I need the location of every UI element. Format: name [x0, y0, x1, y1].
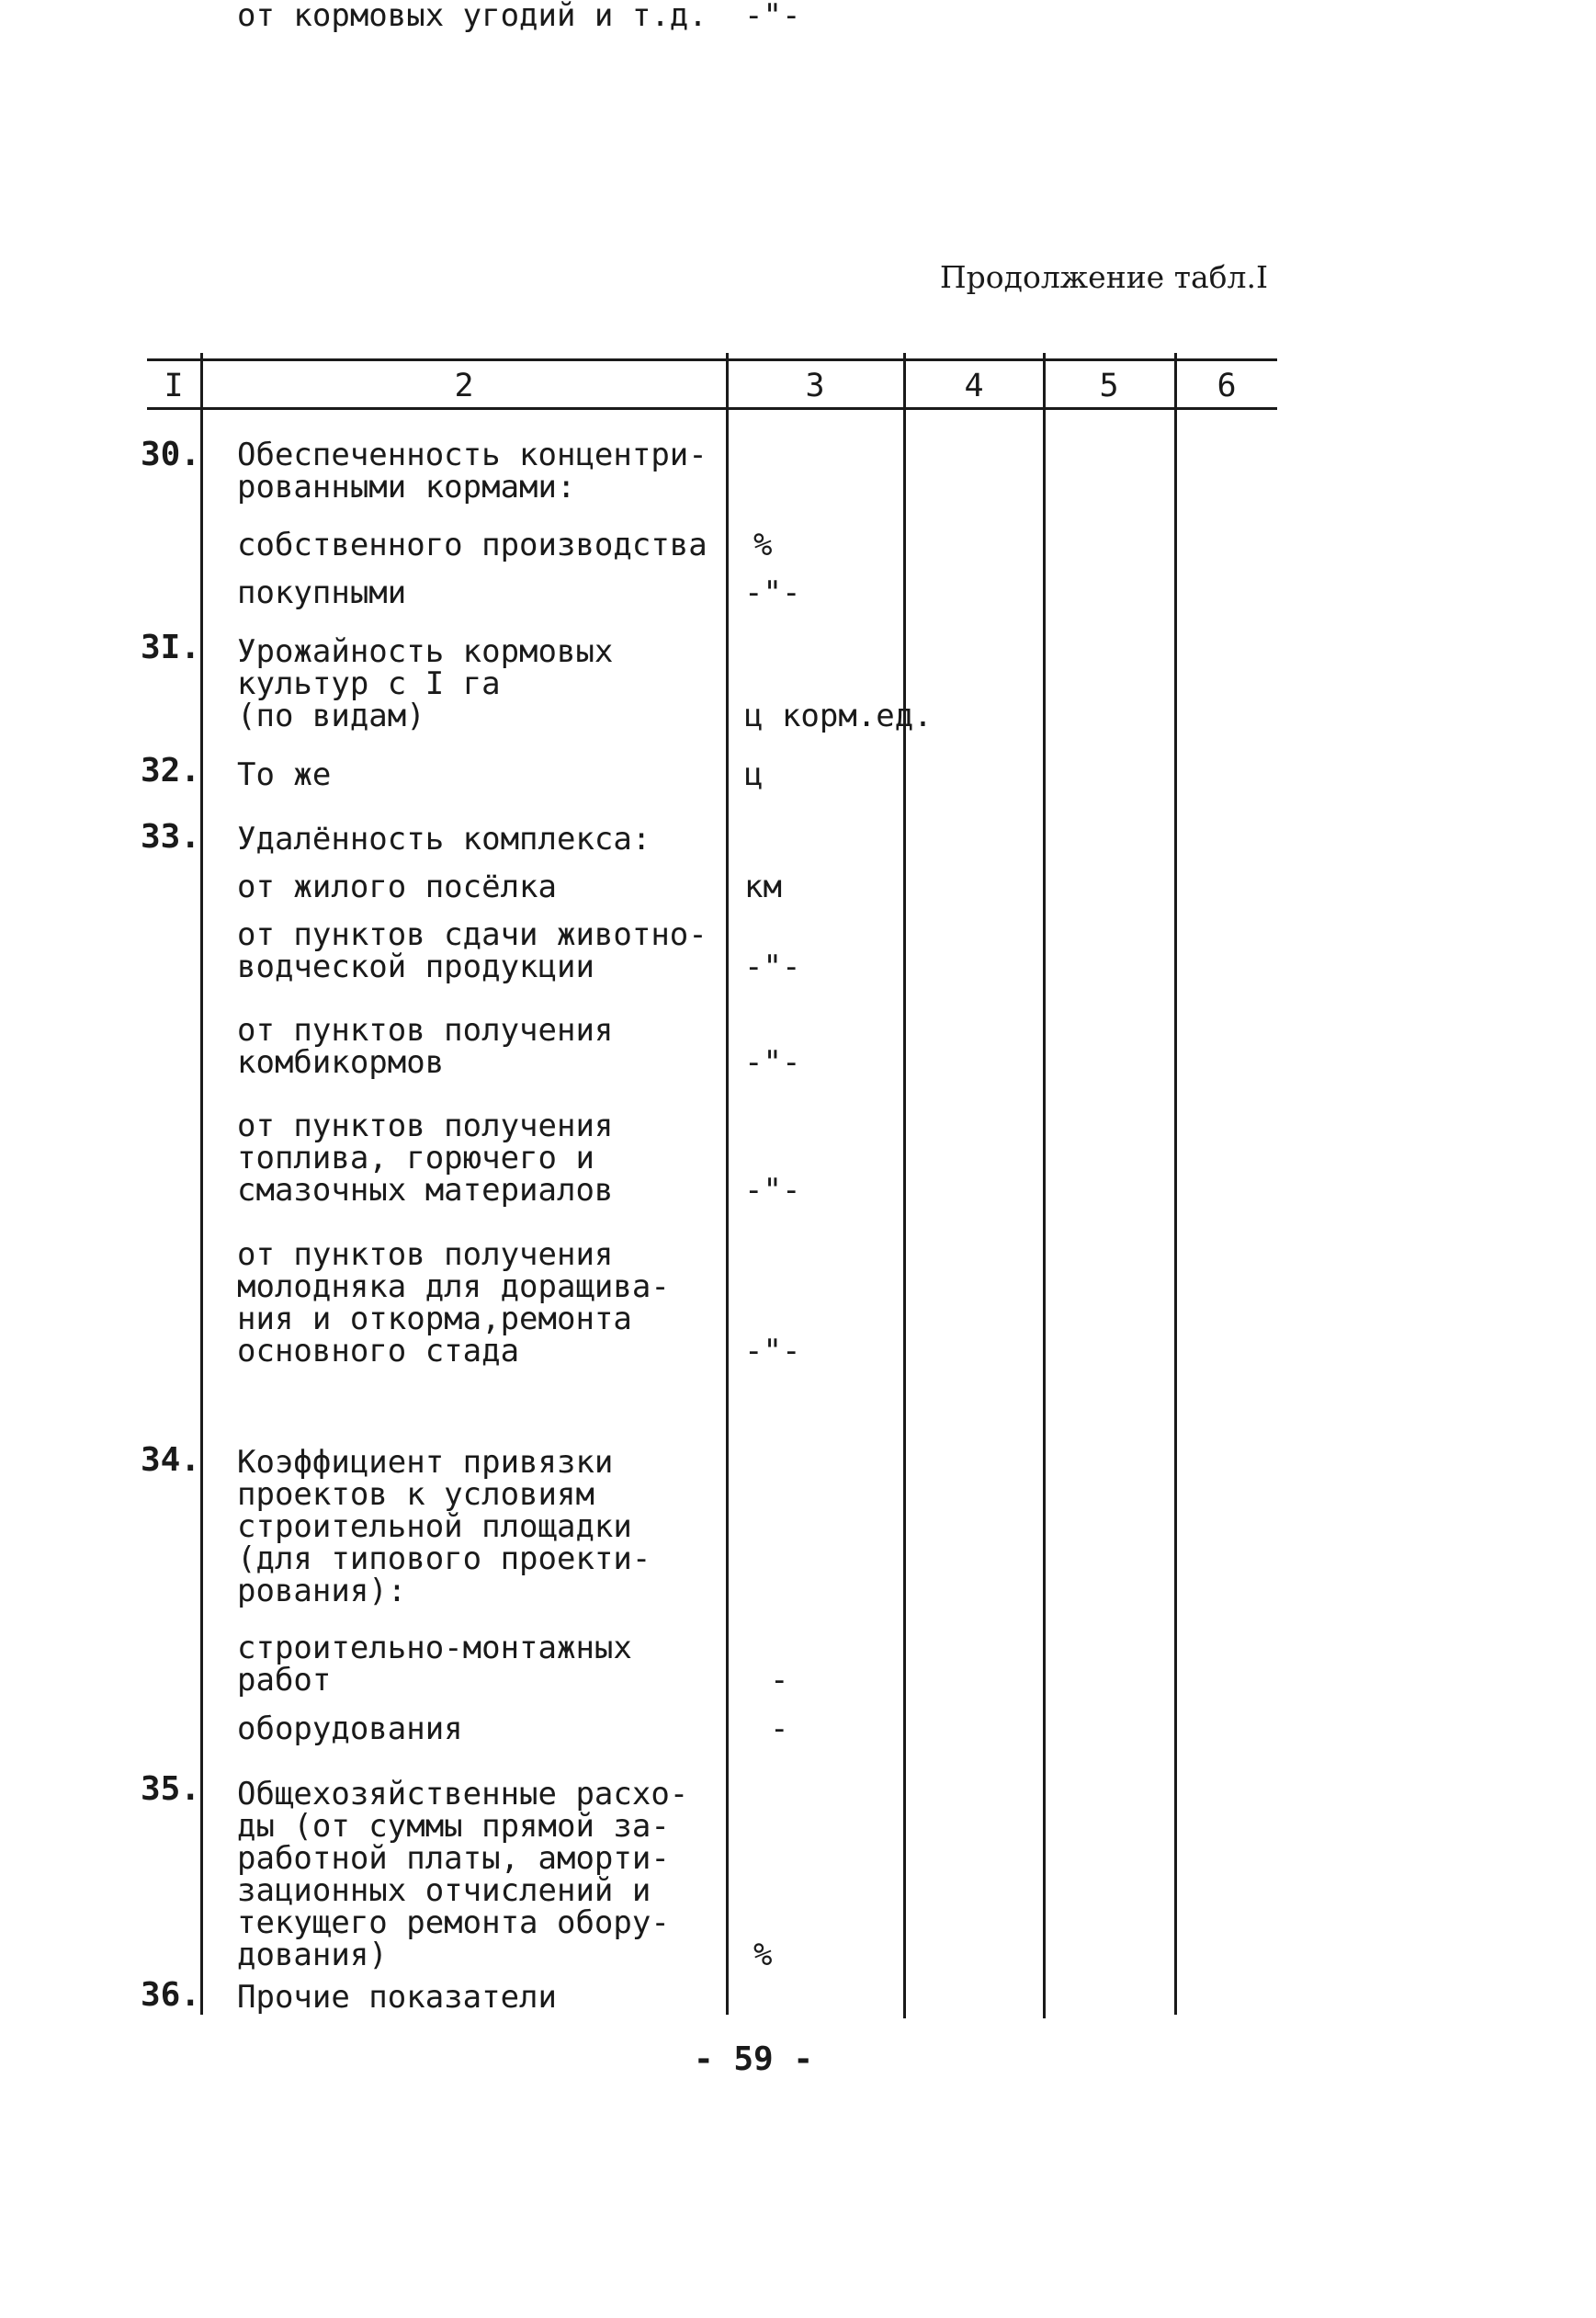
- indicator-text: от жилого посёлка: [237, 869, 557, 905]
- indicator-text: покупными: [237, 574, 407, 611]
- column-header-2: 2: [454, 368, 474, 404]
- column-header-4: 4: [964, 368, 984, 404]
- column-divider-1: [200, 353, 203, 2015]
- indicator-text: от пунктов получения молодняка для доращива- ния и откорма,ремонта основного стада: [237, 1236, 670, 1369]
- row-number: 34.: [140, 1441, 200, 1479]
- indicator-text: Прочие показатели: [237, 1979, 557, 2016]
- table-top-rule: [147, 358, 1277, 361]
- row-number: 35.: [140, 1770, 200, 1808]
- page-number: - 59 -: [693, 2040, 814, 2078]
- indicator-text: от пунктов получения комбикормов: [237, 1012, 614, 1081]
- unit-cell: -: [770, 1710, 789, 1747]
- column-header-1: I: [164, 368, 184, 404]
- unit-cell: -: [770, 1662, 789, 1699]
- column-divider-5: [1174, 353, 1177, 2015]
- row-number: 32.: [140, 752, 200, 790]
- column-header-6: 6: [1217, 368, 1237, 404]
- indicator-text: оборудования: [237, 1710, 463, 1747]
- unit-cell: %: [753, 1937, 773, 1973]
- indicator-text: от пунктов сдачи животно- водческой продукции: [237, 916, 707, 985]
- column-header-5: 5: [1099, 368, 1119, 404]
- indicator-text: Обеспеченность концентри- рованными кормами:: [237, 437, 707, 506]
- indicator-text: собственного производства: [237, 527, 707, 563]
- column-divider-4: [1043, 353, 1046, 2018]
- row-number: 36.: [140, 1976, 200, 2014]
- unit-cell: -"-: [744, 1044, 801, 1081]
- indicator-text: Урожайность кормовых культур с I га (по видам): [237, 633, 614, 734]
- column-divider-3: [903, 353, 906, 2018]
- row-number: 33.: [140, 818, 200, 856]
- unit-cell: -"-: [744, 949, 801, 985]
- unit-cell: ц: [744, 756, 764, 793]
- column-header-3: 3: [805, 368, 825, 404]
- row-number: 3I.: [140, 629, 200, 666]
- unit-cell: -"-: [744, 574, 801, 611]
- indicator-text: Общехозяйственные расхо- ды (от суммы прямой за- работной платы, аморти- зационных отчислений и текущего ремонта обору- дования): [237, 1776, 689, 1973]
- unit-cell: -"-: [744, 1172, 801, 1209]
- unit-cell: %: [753, 527, 773, 563]
- row-number: 30.: [140, 436, 200, 473]
- table-header-rule: [147, 407, 1277, 410]
- indicator-text: Удалённость комплекса:: [237, 821, 651, 858]
- unit-cell: -"-: [744, 0, 801, 34]
- indicator-text: от пунктов получения топлива, горючего и смазочных материалов: [237, 1108, 614, 1209]
- indicator-text: Коэффициент привязки проектов к условиям строительной площадки (для типового проекти- рования):: [237, 1444, 651, 1609]
- unit-cell: км: [744, 869, 782, 905]
- indicator-text: То же: [237, 756, 332, 793]
- unit-cell: ц корм.ед.: [744, 698, 933, 734]
- unit-cell: -"-: [744, 1333, 801, 1369]
- continuation-caption: Продолжение табл.I: [939, 259, 1268, 295]
- indicator-text: от кормовых угодий и т.д.: [237, 0, 707, 34]
- indicator-text: строительно-монтажных работ: [237, 1630, 632, 1699]
